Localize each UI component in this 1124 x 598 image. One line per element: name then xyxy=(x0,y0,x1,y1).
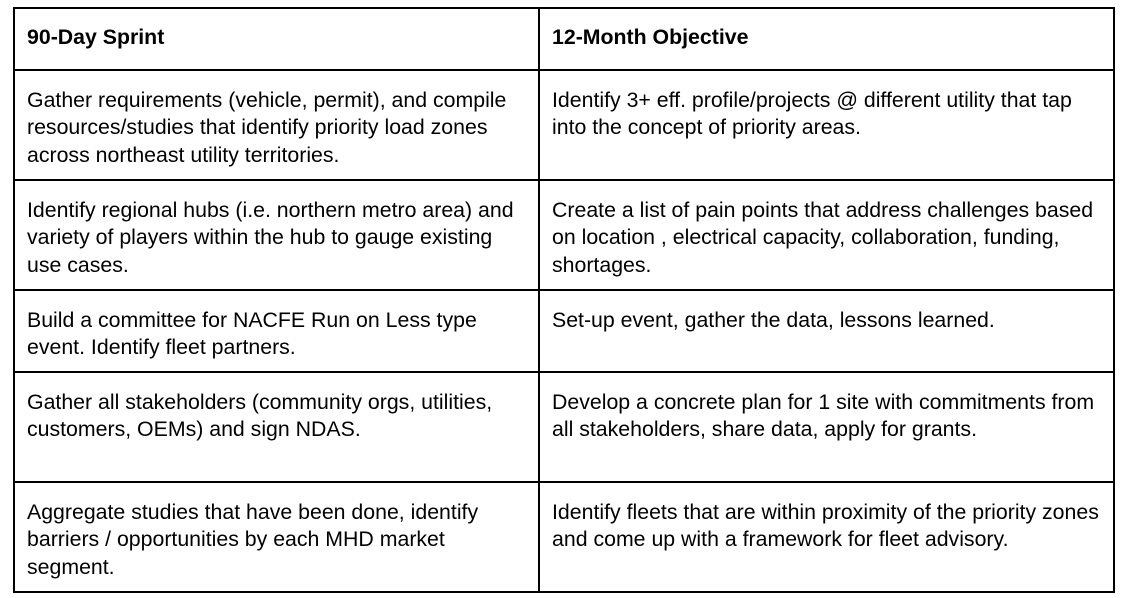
objective-cell: Identify 3+ eff. profile/projects @ different utility that tap into the concept of priority areas. xyxy=(539,70,1114,180)
table-row xyxy=(14,180,1114,290)
sprint-cell: Aggregate studies that have been done, identify barriers / opportunities by each MHD market segment. xyxy=(14,482,539,592)
sprint-cell: Gather requirements (vehicle, permit), and compile resources/studies that identify priority load zones across northeast utility territories. xyxy=(14,70,539,180)
objective-cell: Identify fleets that are within proximity of the priority zones and come up with a framework for fleet advisory. xyxy=(539,482,1114,592)
column-header-sprint: 90-Day Sprint xyxy=(14,8,539,70)
header-row xyxy=(14,8,1114,70)
sprint-cell: Gather all stakeholders (community orgs, utilities, customers, OEMs) and sign NDAS. xyxy=(14,372,539,482)
objective-cell: Create a list of pain points that address challenges based on location , electrical capacity, collaboration, funding, shortages. xyxy=(539,180,1114,290)
objective-cell: Set-up event, gather the data, lessons learned. xyxy=(539,290,1114,372)
table-row xyxy=(14,482,1114,592)
table-row xyxy=(14,70,1114,180)
sprint-objective-table xyxy=(13,7,1115,593)
sprint-cell: Build a committee for NACFE Run on Less type event. Identify fleet partners. xyxy=(14,290,539,372)
table-row xyxy=(14,372,1114,482)
objective-cell: Develop a concrete plan for 1 site with commitments from all stakeholders, share data, apply for grants. xyxy=(539,372,1114,482)
sprint-cell: Identify regional hubs (i.e. northern metro area) and variety of players within the hub to gauge existing use cases. xyxy=(14,180,539,290)
column-header-objective: 12-Month Objective xyxy=(539,8,1114,70)
table-row xyxy=(14,290,1114,372)
